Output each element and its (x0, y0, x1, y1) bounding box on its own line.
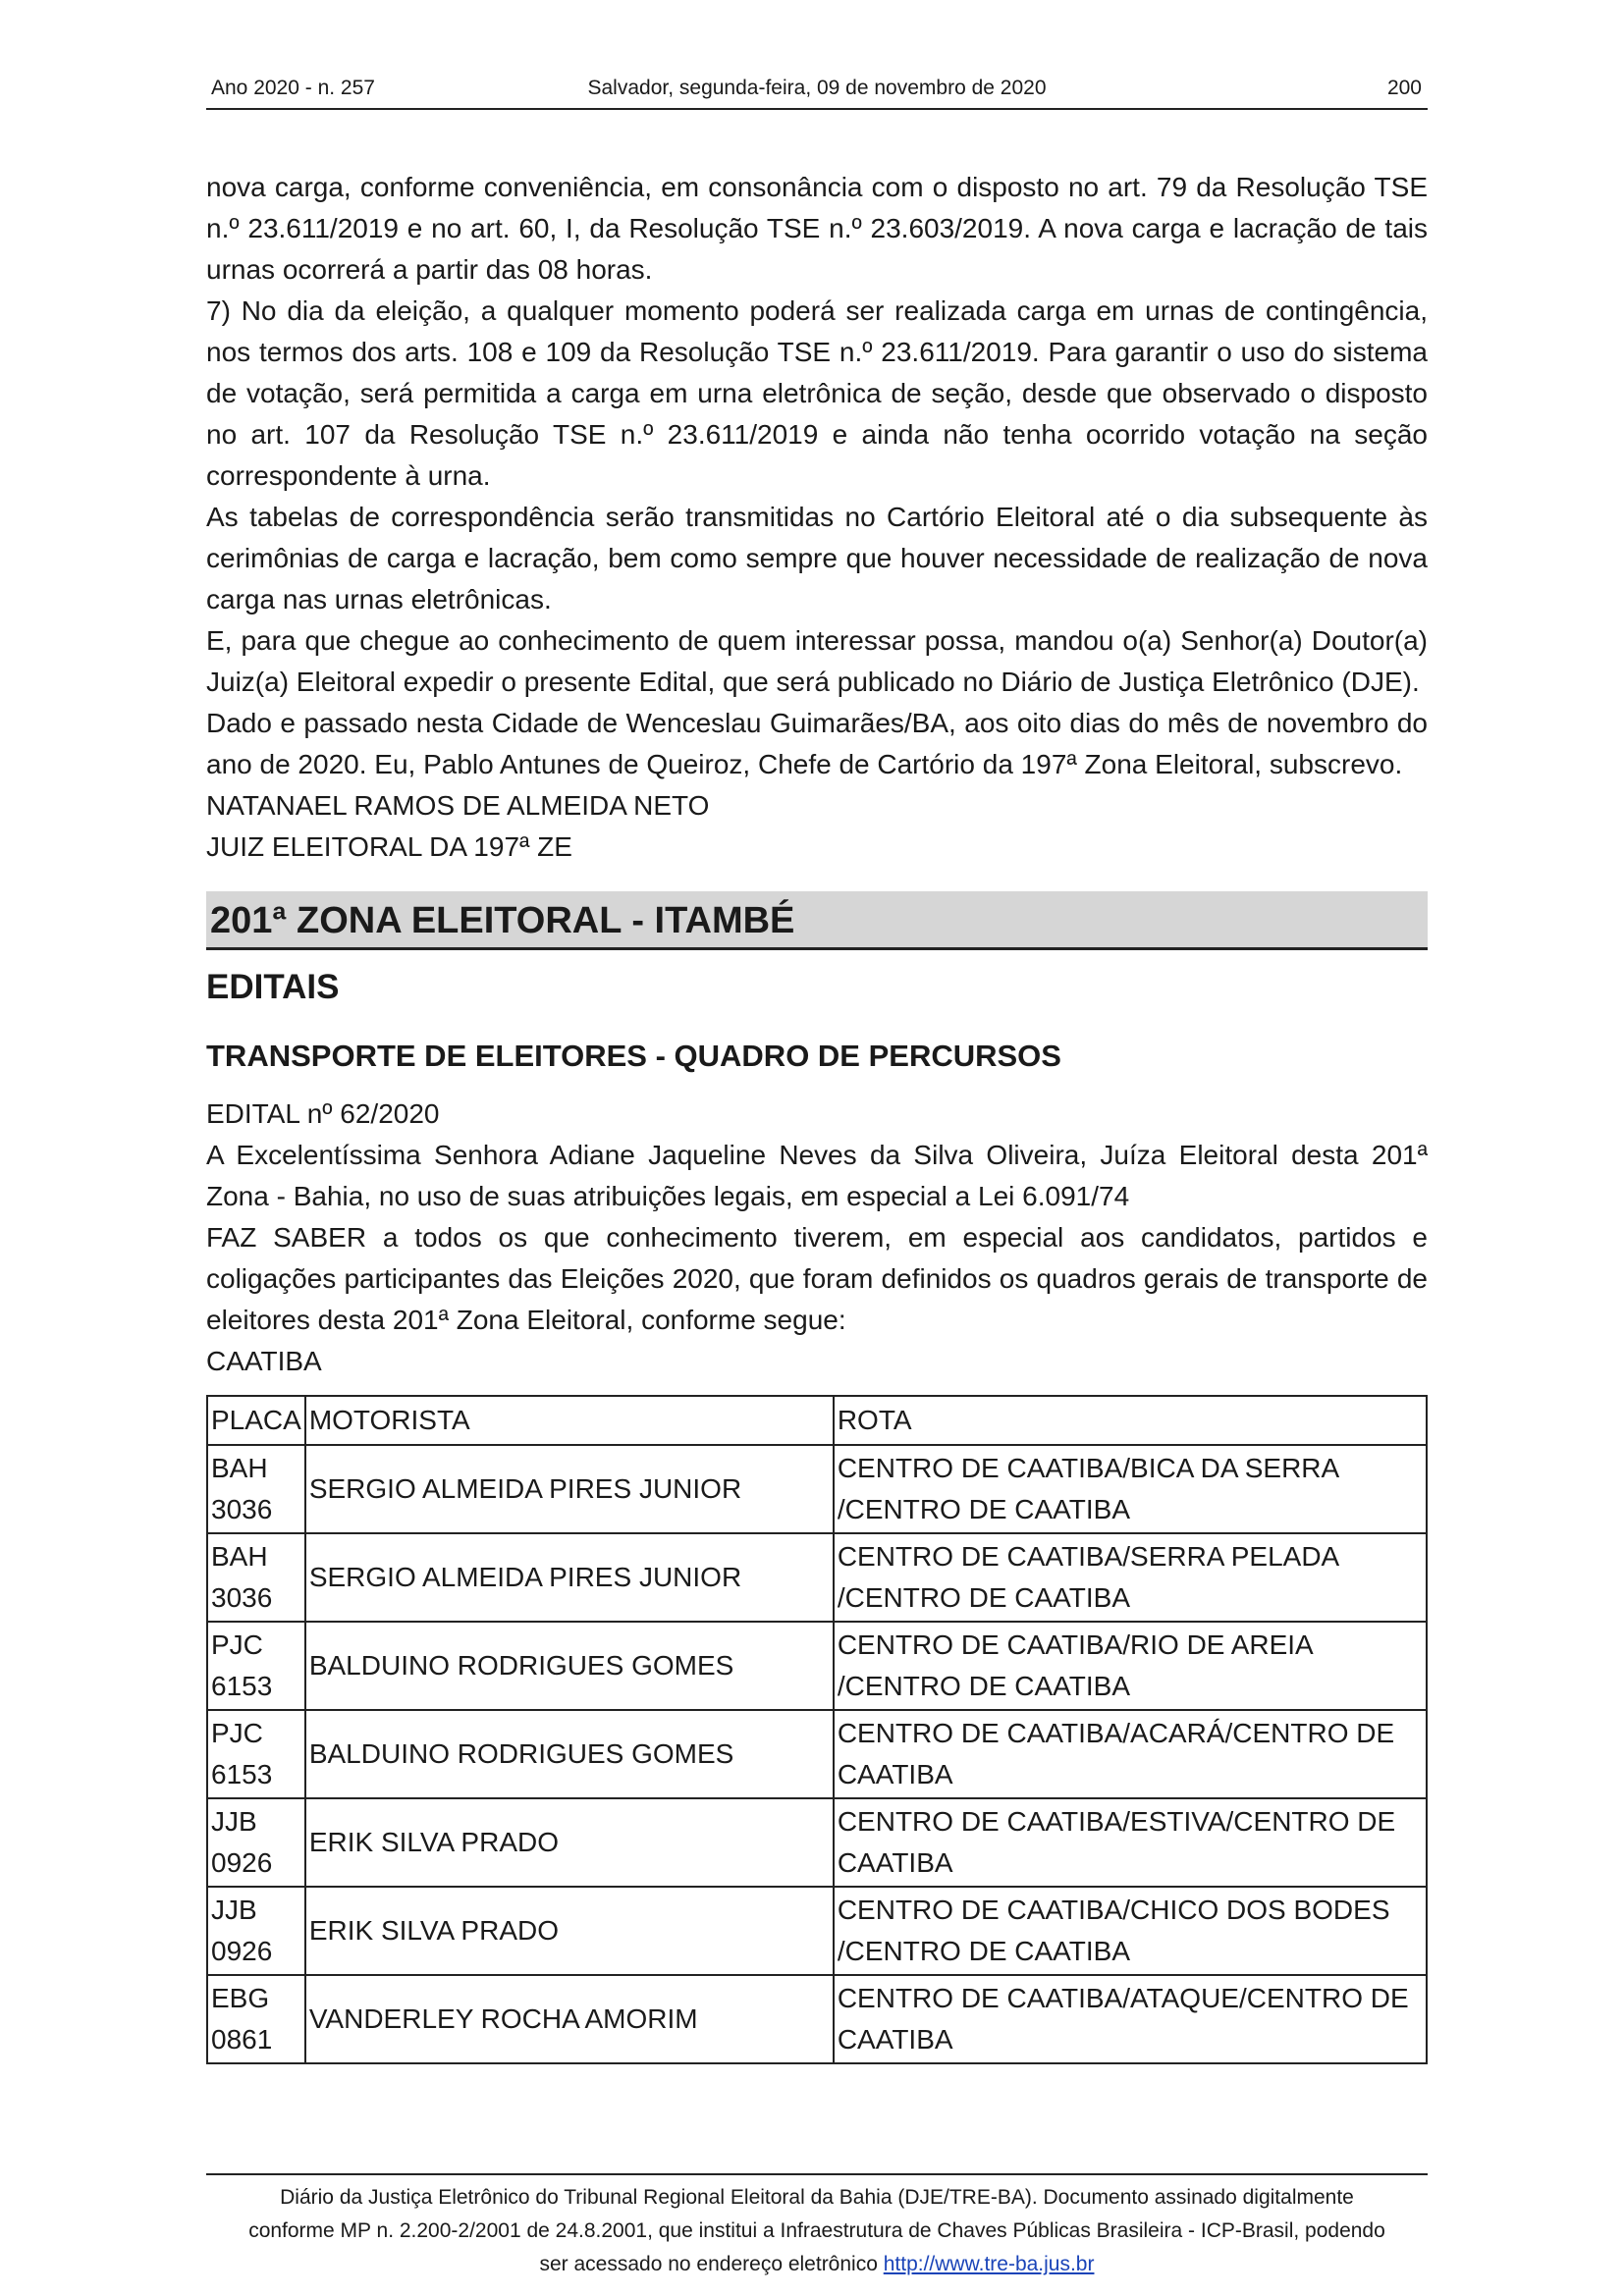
page-header (206, 75, 1428, 110)
route-line: CAATIBA (837, 1759, 953, 1789)
table-row (207, 1887, 1427, 1975)
route-line: CENTRO DE CAATIBA/ACARÁ/CENTRO DE (837, 1718, 1395, 1748)
plate-prefix: PJC (211, 1718, 263, 1748)
transport-routes-table (206, 1395, 1428, 2064)
paragraph: A Excelentíssima Senhora Adiane Jaqueline Neves da Silva Oliveira, Juíza Eleitoral desta 201ª Zona - Bahia, no uso de suas atribuições legais, em especial a Lei 6.091/74 (206, 1140, 1428, 1211)
page-footer (206, 2173, 1428, 2281)
plate-cell (207, 1622, 305, 1710)
table-row (207, 1975, 1427, 2063)
judge-title: JUIZ ELEITORAL DA 197ª ZE (206, 831, 572, 862)
route-line: CENTRO DE CAATIBA/RIO DE AREIA (837, 1629, 1314, 1660)
route-cell (834, 1975, 1427, 2063)
route-line: CAATIBA (837, 2024, 953, 2055)
route-line: CENTRO DE CAATIBA/ESTIVA/CENTRO DE (837, 1806, 1396, 1837)
plate-cell (207, 1798, 305, 1887)
route-line: CENTRO DE CAATIBA/ATAQUE/CENTRO DE (837, 1983, 1409, 2013)
header-placa: PLACA (207, 1396, 305, 1445)
driver-cell: ERIK SILVA PRADO (305, 1887, 834, 1975)
paragraph: FAZ SABER a todos os que conhecimento tiverem, em especial aos candidatos, partidos e coligações participantes das Eleições 2020, que foram definidos os quadros gerais de transporte de eleitores desta 201ª Zona Eleitoral, conforme segue: (206, 1222, 1428, 1335)
plate-number: 6153 (211, 1671, 273, 1701)
table-row (207, 1710, 1427, 1798)
paragraph: As tabelas de correspondência serão transmitidas no Cartório Eleitoral até o dia subsequente às cerimônias de carga e lacração, bem como sempre que houver necessidade de realização de nova carga nas urnas eletrônicas. (206, 502, 1428, 614)
route-cell (834, 1798, 1427, 1887)
tre-ba-link[interactable]: http://www.tre-ba.jus.br (883, 2253, 1095, 2275)
plate-cell (207, 1445, 305, 1533)
plate-cell (207, 1887, 305, 1975)
route-line: /CENTRO DE CAATIBA (837, 1582, 1131, 1613)
route-line: /CENTRO DE CAATIBA (837, 1936, 1131, 1966)
plate-prefix: JJB (211, 1895, 257, 1925)
plate-cell (207, 1710, 305, 1798)
plate-number: 0926 (211, 1847, 273, 1878)
route-cell (834, 1622, 1427, 1710)
edital-text (206, 1094, 1428, 1382)
plate-prefix: EBG (211, 1983, 270, 2013)
route-line: CENTRO DE CAATIBA/CHICO DOS BODES (837, 1895, 1390, 1925)
route-cell (834, 1445, 1427, 1533)
plate-prefix: BAH (211, 1541, 268, 1572)
plate-prefix: PJC (211, 1629, 263, 1660)
table-header-row (207, 1396, 1427, 1445)
route-line: /CENTRO DE CAATIBA (837, 1671, 1131, 1701)
page-number: 200 (1386, 77, 1422, 99)
driver-cell: ERIK SILVA PRADO (305, 1798, 834, 1887)
zone-title-bar (206, 891, 1428, 950)
footer-line (206, 2248, 1428, 2281)
paragraph: nova carga, conforme conveniência, em consonância com o disposto no art. 79 da Resolução TSE n.º 23.611/2019 e no art. 60, I, da Resolução TSE n.º 23.603/2019. A nova carga e lacração de tais urnas ocorrerá a partir das 08 horas. (206, 172, 1428, 285)
driver-cell: SERGIO ALMEIDA PIRES JUNIOR (305, 1445, 834, 1533)
route-line: /CENTRO DE CAATIBA (837, 1494, 1131, 1524)
header-motorista: MOTORISTA (305, 1396, 834, 1445)
previous-edital-text (206, 167, 1428, 868)
footer-line: Diário da Justiça Eletrônico do Tribunal Regional Eleitoral da Bahia (DJE/TRE-BA). Documento assinado digitalmente (280, 2186, 1354, 2209)
footer-line: conforme MP n. 2.200-2/2001 de 24.8.2001, que institui a Infraestrutura de Chaves Públicas Brasileira - ICP-Brasil, podendo (248, 2219, 1385, 2242)
plate-prefix: JJB (211, 1806, 257, 1837)
table-row (207, 1798, 1427, 1887)
paragraph: 7) No dia da eleição, a qualquer momento poderá ser realizada carga em urnas de contingência, nos termos dos arts. 108 e 109 da Resolução TSE n.º 23.611/2019. Para garantir o uso do sistema de votação, será permitida a carga em urna eletrônica de seção, desde que observado o disposto no art. 107 da Resolução TSE n.º 23.611/2019 e ainda não tenha ocorrido votação na seção correspondente à urna. (206, 295, 1428, 491)
section-title: EDITAIS (206, 968, 340, 1006)
plate-number: 0861 (211, 2024, 273, 2055)
plate-cell (207, 1975, 305, 2063)
route-cell (834, 1710, 1427, 1798)
municipality-label: CAATIBA (206, 1346, 322, 1376)
driver-cell: BALDUINO RODRIGUES GOMES (305, 1622, 834, 1710)
edital-number: EDITAL nº 62/2020 (206, 1098, 440, 1129)
route-line: CENTRO DE CAATIBA/SERRA PELADA (837, 1541, 1340, 1572)
driver-cell: VANDERLEY ROCHA AMORIM (305, 1975, 834, 2063)
route-cell (834, 1533, 1427, 1622)
driver-cell: BALDUINO RODRIGUES GOMES (305, 1710, 834, 1798)
table-row (207, 1622, 1427, 1710)
plate-number: 6153 (211, 1759, 273, 1789)
issue-number: Ano 2020 - n. 257 (211, 77, 375, 99)
footer-line-text: ser acessado no endereço eletrônico (539, 2253, 878, 2275)
plate-cell (207, 1533, 305, 1622)
paragraph: E, para que chegue ao conhecimento de quem interessar possa, mandou o(a) Senhor(a) Doutor(a) Juiz(a) Eleitoral expedir o presente Edital, que será publicado no Diário de Justiça Eletrônico (DJE). (206, 625, 1428, 697)
table-row (207, 1533, 1427, 1622)
subsection-title: TRANSPORTE DE ELEITORES - QUADRO DE PERCURSOS (206, 1039, 1061, 1073)
plate-number: 3036 (211, 1582, 273, 1613)
judge-name: NATANAEL RAMOS DE ALMEIDA NETO (206, 790, 710, 821)
plate-number: 3036 (211, 1494, 273, 1524)
route-cell (834, 1887, 1427, 1975)
route-line: CAATIBA (837, 1847, 953, 1878)
header-rota: ROTA (834, 1396, 1427, 1445)
paragraph: Dado e passado nesta Cidade de Wenceslau Guimarães/BA, aos oito dias do mês de novembro do ano de 2020. Eu, Pablo Antunes de Queiroz, Chefe de Cartório da 197ª Zona Eleitoral, subscrevo. (206, 708, 1428, 779)
table-row (207, 1445, 1427, 1533)
route-line: CENTRO DE CAATIBA/BICA DA SERRA (837, 1453, 1340, 1483)
plate-number: 0926 (211, 1936, 273, 1966)
plate-prefix: BAH (211, 1453, 268, 1483)
publication-date: Salvador, segunda-feira, 09 de novembro de 2020 (587, 77, 1047, 99)
zone-title: 201ª ZONA ELEITORAL - ITAMBÉ (210, 900, 795, 941)
driver-cell: SERGIO ALMEIDA PIRES JUNIOR (305, 1533, 834, 1622)
